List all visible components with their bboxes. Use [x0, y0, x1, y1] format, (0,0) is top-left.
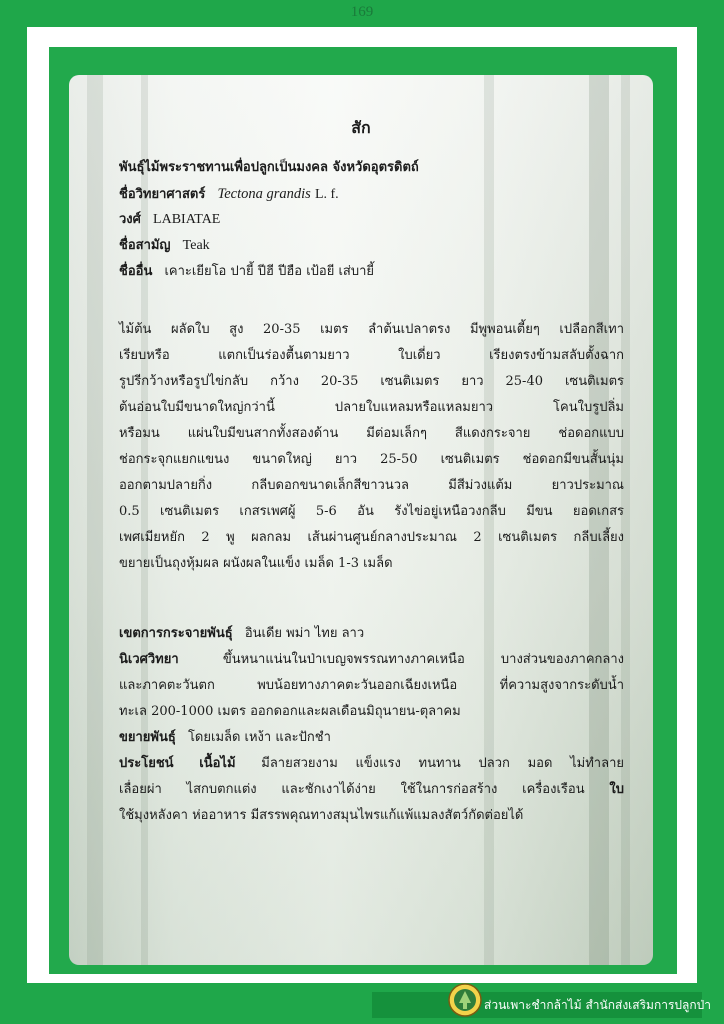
- description-line: รูปรีกว้างหรือรูปไข่กลับ กว้าง 20-35 เซนติเมตร ยาว 25-40 เซนติเมตร: [119, 374, 624, 389]
- royal-plant-label: พันธุ์ไม้พระราชทานเพื่อปลูกเป็นมงคล จังหวัดอุตรดิตถ์: [119, 160, 419, 175]
- family-line: [119, 207, 624, 233]
- ecology-line: [119, 647, 624, 673]
- scientific-name: Tectona grandis: [217, 186, 311, 202]
- family-value: LABIATAE: [153, 212, 221, 227]
- tree-trunk-background: [87, 75, 103, 965]
- distribution-value: อินเดีย พม่า ไทย ลาว: [244, 626, 365, 641]
- species-metadata: [119, 155, 624, 285]
- page-number: 169: [350, 4, 374, 20]
- scientific-name-line: [119, 181, 624, 207]
- forest-department-seal-icon: [448, 983, 482, 1017]
- uses-label: ประโยชน์: [119, 756, 174, 771]
- family-label: วงศ์: [119, 212, 141, 227]
- uses-line: ใช้มุงหลังคา ห่ออาหาร มีสรรพคุณทางสมุนไพรแก้แพ้แมลงสัตว์กัดต่อยได้: [119, 808, 524, 823]
- other-names-label: ชื่ออื่น: [119, 264, 153, 279]
- scientific-author: L. f.: [314, 187, 339, 202]
- description-line: ไม้ต้น ผลัดใบ สูง 20-35 เมตร ลำต้นเปลาตรง มีพูพอนเตี้ยๆ เปลือกสีเทา: [119, 322, 624, 337]
- common-name-label: ชื่อสามัญ: [119, 238, 171, 253]
- description-line: ช่อกระจุกแยกแขนง ขนาดใหญ่ ยาว 25-50 เซนติเมตร ช่อดอกมีขนสั้นนุ่ม: [119, 452, 624, 467]
- uses-text: มีลายสวยงาม แข็งแรง ทนทาน ปลวก มอด ไม่ทำลาย: [261, 756, 624, 771]
- ecology-text: ขึ้นหนาแน่นในป่าเบญจพรรณทางภาคเหนือ บางส่วนของภาคกลาง: [222, 652, 624, 667]
- distribution-label: เขตการกระจายพันธุ์: [119, 626, 233, 641]
- description-line: เรียบหรือ แตกเป็นร่องตื้นตามยาว ใบเดี่ยว เรียงตรงข้ามสลับตั้งฉาก: [119, 348, 624, 363]
- ecology-line: ทะเล 200-1000 เมตร ออกดอกและผลเดือนมิถุนายน-ตุลาคม: [119, 704, 461, 719]
- description-line: เพศเมียหยัก 2 พู ผลกลม เส้นผ่านศูนย์กลางประมาณ 2 เซนติเมตร กลีบเลี้ยง: [119, 530, 624, 545]
- propagation-line: [119, 725, 624, 751]
- uses-line: [119, 751, 624, 777]
- description-line: ขยายเป็นถุงหุ้มผล ผนังผลในแข็ง เมล็ด 1-3 เมล็ด: [119, 556, 393, 571]
- description-line: หรือมน แผ่นใบมีขนสากทั้งสองด้าน มีต่อมเล็กๆ สีแดงกระจาย ช่อดอกแบบ: [119, 426, 624, 441]
- propagation-value: โดยเมล็ด เหง้า และปักชำ: [187, 730, 331, 745]
- propagation-label: ขยายพันธุ์: [119, 730, 176, 745]
- distribution-line: [119, 621, 624, 647]
- uses-line: [119, 777, 624, 803]
- other-names-value: เคาะเยียโอ ปายี้ ปีฮี ปีฮือ เป้อยี เส่บายี้: [164, 264, 375, 279]
- description-line: ออกตามปลายกิ่ง กลีบดอกขนาดเล็กสีขาวนวล มีสีม่วงแต้ม ยาวประมาณ: [119, 478, 624, 493]
- details-section: [119, 621, 624, 829]
- common-name-line: [119, 233, 624, 259]
- royal-plant-line: [119, 155, 624, 181]
- content-panel: [69, 75, 653, 965]
- uses-wood-label: เนื้อไม้: [199, 756, 236, 771]
- description-line: ต้นอ่อนใบมีขนาดใหญ่กว่านี้ ปลายใบแหลมหรือแหลมยาว โคนใบรูปลิ่ม: [119, 400, 624, 415]
- ecology-line: และภาคตะวันตก พบน้อยทางภาคตะวันออกเฉียงเหนือ ที่ความสูงจากระดับน้ำ: [119, 678, 624, 693]
- description-line: 0.5 เซนติเมตร เกสรเพศผู้ 5-6 อัน รังไข่อยู่เหนือวงกลีบ มีขน ยอดเกสร: [119, 504, 624, 519]
- footer-text: ส่วนเพาะชำกล้าไม้ สำนักส่งเสริมการปลูกป่า: [484, 998, 711, 1012]
- page-title: สัก: [351, 118, 371, 137]
- uses-leaf-label: ใบ: [609, 782, 625, 797]
- description-paragraph: [119, 317, 624, 577]
- common-name-value: Teak: [182, 238, 210, 253]
- ecology-label: นิเวศวิทยา: [119, 652, 179, 667]
- other-names-line: [119, 259, 624, 285]
- scientific-name-label: ชื่อวิทยาศาสตร์: [119, 187, 206, 202]
- uses-text: เลื่อยผ่า ไสกบตกแต่ง และชักเงาได้ง่าย ใช้ในการก่อสร้าง เครื่องเรือน: [119, 782, 585, 797]
